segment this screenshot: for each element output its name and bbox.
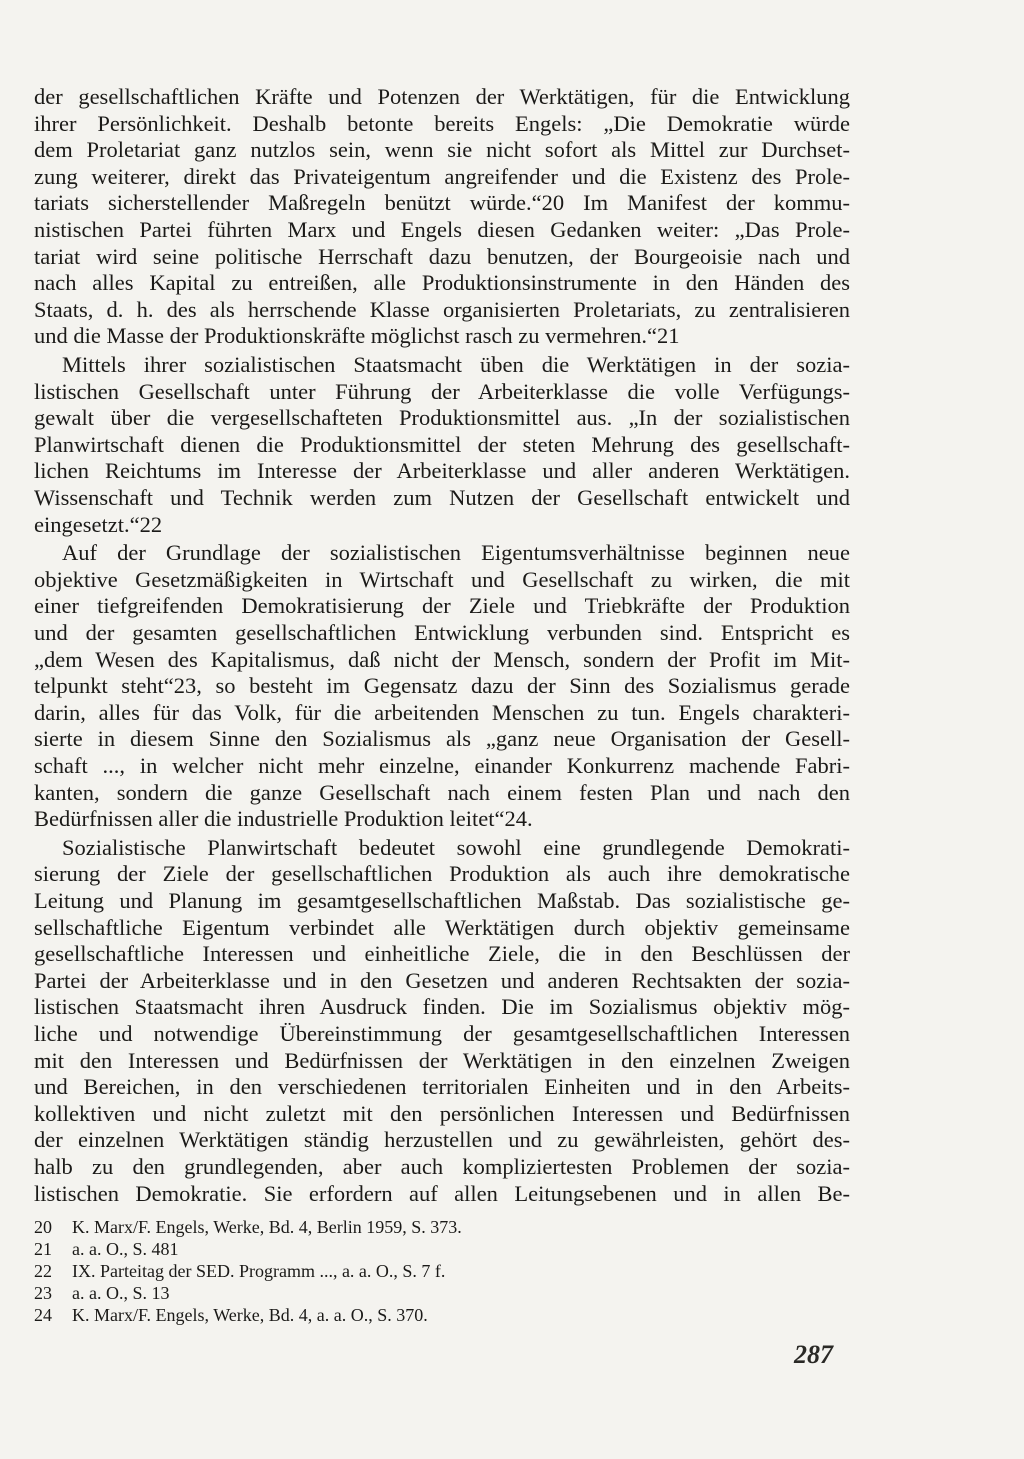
body-text-line: Bedürfnissen aller die industrielle Produktion leitet“24. bbox=[34, 806, 533, 831]
footnote-number: 22 bbox=[34, 1261, 52, 1281]
body-text-line: eingesetzt.“22 bbox=[34, 512, 163, 537]
body-text-line: gesellschaftliche Interessen und einheitliche Ziele, die in den Beschlüssen der bbox=[34, 941, 850, 966]
body-text-line: der gesellschaftlichen Kräfte und Potenzen der Werktätigen, für die Entwicklung bbox=[34, 84, 850, 109]
body-text-line: nach alles Kapital zu entreißen, alle Produktionsinstrumente in den Händen des bbox=[34, 270, 850, 295]
body-text-line: Wissenschaft und Technik werden zum Nutzen der Gesellschaft entwickelt und bbox=[34, 485, 850, 510]
body-text-line: dem Proletariat ganz nutzlos sein, wenn sie nicht sofort als Mittel zur Durchset- bbox=[34, 137, 850, 162]
body-text-line: und Bereichen, in den verschiedenen territorialen Einheiten und in den Arbeits- bbox=[34, 1074, 850, 1099]
footnote-22 bbox=[34, 1260, 445, 1282]
body-text-line: tariat wird seine politische Herrschaft dazu benutzen, der Bourgeoisie nach und bbox=[34, 244, 850, 269]
body-text-line: nistischen Partei führten Marx und Engels diesen Gedanken weiter: „Das Prole- bbox=[34, 217, 850, 242]
body-text-line: Leitung und Planung im gesamtgesellschaftlichen Maßstab. Das sozialistische ge- bbox=[34, 888, 850, 913]
footnote-20 bbox=[34, 1216, 462, 1238]
footnote-text: K. Marx/F. Engels, Werke, Bd. 4, Berlin 1959, S. 373. bbox=[72, 1217, 462, 1237]
body-text-line: und der gesamten gesellschaftlichen Entwicklung verbunden sind. Entspricht es bbox=[34, 620, 850, 645]
body-text-line: kollektiven und nicht zuletzt mit den persönlichen Interessen und Bedürfnissen bbox=[34, 1101, 850, 1126]
body-text-line: sellschaftliche Eigentum verbindet alle Werktätigen durch objektiv gemeinsame bbox=[34, 915, 850, 940]
body-text-line: gewalt über die vergesellschafteten Produktionsmittel aus. „In der sozialistischen bbox=[34, 405, 850, 430]
body-text-line: tariats sicherstellender Maßregeln benützt würde.“20 Im Manifest der kommu- bbox=[34, 190, 850, 215]
body-text-line: „dem Wesen des Kapitalismus, daß nicht der Mensch, sondern der Profit im Mit- bbox=[34, 647, 850, 672]
body-text-line: kanten, sondern die ganze Gesellschaft nach einem festen Plan und nach den bbox=[34, 780, 850, 805]
body-text-line: listischen Demokratie. Sie erfordern auf allen Leitungsebenen und in allen Be- bbox=[34, 1181, 850, 1206]
footnote-text: IX. Parteitag der SED. Programm ..., a. a. O., S. 7 f. bbox=[72, 1261, 446, 1281]
body-text-line: sierung der Ziele der gesellschaftlichen Produktion als auch ihre demokratische bbox=[34, 861, 850, 886]
footnote-number: 20 bbox=[34, 1217, 52, 1237]
body-text-line: Planwirtschaft dienen die Produktionsmittel der steten Mehrung des gesellschaft- bbox=[34, 432, 850, 457]
footnote-text: a. a. O., S. 481 bbox=[72, 1239, 179, 1259]
footnote-23 bbox=[34, 1282, 170, 1304]
body-text-line: sierte in diesem Sinne den Sozialismus als „ganz neue Organisation der Gesell- bbox=[34, 726, 850, 751]
paragraph-first-line: Auf der Grundlage der sozialistischen Eigentumsverhältnisse beginnen neue bbox=[62, 540, 850, 565]
body-text-line: zung weiterer, direkt das Privateigentum angreifender und die Existenz des Prole- bbox=[34, 164, 850, 189]
footnote-24 bbox=[34, 1304, 428, 1326]
footnote-number: 23 bbox=[34, 1283, 52, 1303]
body-text-line: und die Masse der Produktionskräfte möglichst rasch zu vermehren.“21 bbox=[34, 323, 680, 348]
footnote-21 bbox=[34, 1238, 179, 1260]
page-number: 287 bbox=[794, 1340, 833, 1369]
body-text-line: schaft ..., in welcher nicht mehr einzelne, einander Konkurrenz machende Fabri- bbox=[34, 753, 850, 778]
body-text-line: objektive Gesetzmäßigkeiten in Wirtschaft und Gesellschaft zu wirken, die mit bbox=[34, 567, 850, 592]
body-text-line: listischen Staatsmacht ihren Ausdruck finden. Die im Sozialismus objektiv mög- bbox=[34, 994, 850, 1019]
footnote-number: 24 bbox=[34, 1305, 52, 1325]
body-text-line: halb zu den grundlegenden, aber auch kompliziertesten Problemen der sozia- bbox=[34, 1154, 850, 1179]
body-text-line: lichen Reichtums im Interesse der Arbeiterklasse und aller anderen Werktätigen. bbox=[34, 458, 850, 483]
footnote-text: K. Marx/F. Engels, Werke, Bd. 4, a. a. O., S. 370. bbox=[72, 1305, 428, 1325]
body-text-line: telpunkt steht“23, so besteht im Gegensatz dazu der Sinn des Sozialismus gerade bbox=[34, 673, 850, 698]
paragraph-first-line: Mittels ihrer sozialistischen Staatsmacht üben die Werktätigen in der sozia- bbox=[62, 352, 850, 377]
body-text-line: einer tiefgreifenden Demokratisierung der Ziele und Triebkräfte der Produktion bbox=[34, 593, 850, 618]
body-text-line: listischen Gesellschaft unter Führung der Arbeiterklasse die volle Verfügungs- bbox=[34, 379, 850, 404]
body-text-line: Partei der Arbeiterklasse und in den Gesetzen und anderen Rechtsakten der sozia- bbox=[34, 968, 850, 993]
body-text-line: liche und notwendige Übereinstimmung der gesamtgesellschaftlichen Interessen bbox=[34, 1021, 850, 1046]
body-text-line: ihrer Persönlichkeit. Deshalb betonte bereits Engels: „Die Demokratie würde bbox=[34, 111, 850, 136]
paragraph-first-line: Sozialistische Planwirtschaft bedeutet sowohl eine grundlegende Demokrati- bbox=[62, 835, 850, 860]
body-text-line: der einzelnen Werktätigen ständig herzustellen und zu gewährleisten, gehört des- bbox=[34, 1127, 850, 1152]
body-text-line: mit den Interessen und Bedürfnissen der Werktätigen in den einzelnen Zweigen bbox=[34, 1048, 850, 1073]
footnote-text: a. a. O., S. 13 bbox=[72, 1283, 170, 1303]
body-text-line: Staats, d. h. des als herrschende Klasse organisierten Proletariats, zu zentralisieren bbox=[34, 297, 850, 322]
body-text-line: darin, alles für das Volk, für die arbeitenden Menschen zu tun. Engels charakteri- bbox=[34, 700, 850, 725]
footnote-number: 21 bbox=[34, 1239, 52, 1259]
